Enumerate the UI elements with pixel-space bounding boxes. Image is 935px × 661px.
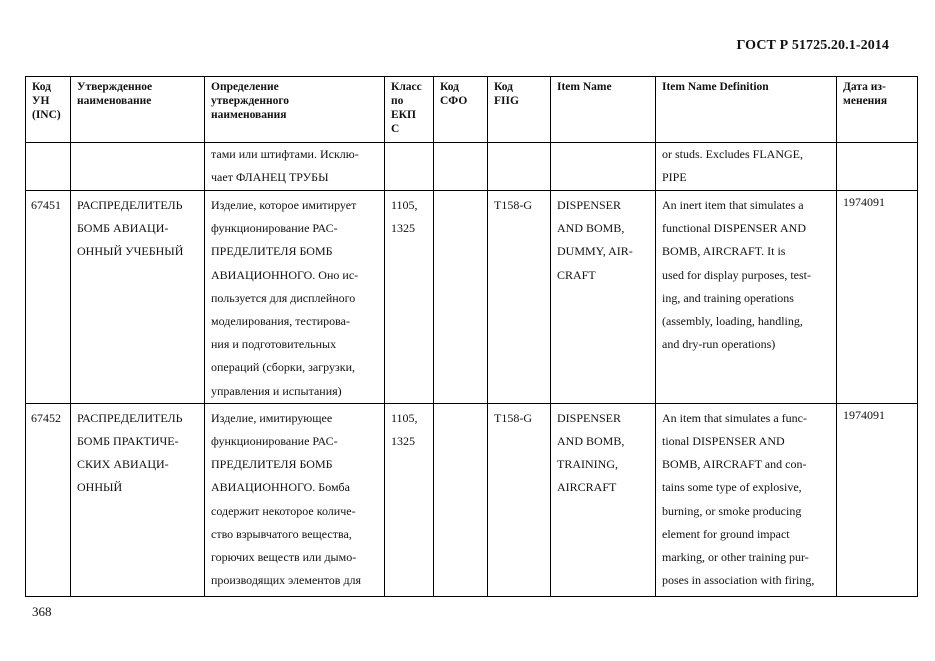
- cell-line: АВИАЦИОННОГО. Оно ис-: [211, 267, 359, 282]
- table-row: [26, 403, 918, 596]
- cell-line: СКИХ АВИАЦИ-: [77, 457, 169, 472]
- cell-line: tional DISPENSER AND: [662, 434, 785, 449]
- cell-approved-name: [71, 143, 205, 191]
- col-header-inc: [26, 77, 71, 143]
- cell-line: and dry-run operations): [662, 337, 776, 352]
- cell-line: моделирования, тестирова-: [211, 314, 350, 329]
- cell-line: 1325: [391, 221, 415, 236]
- col-header-sfo-code: [434, 77, 488, 143]
- cell-line: функционирование РАС-: [211, 221, 338, 236]
- header-line: по: [391, 95, 404, 107]
- cell-line: T158-G: [494, 410, 532, 425]
- cell-line: CRAFT: [557, 267, 596, 282]
- cell-item-name: [551, 143, 656, 191]
- cell-sfo-code: [434, 191, 488, 404]
- cell-item-name: [551, 403, 656, 596]
- cell-line: горючих веществ или дымо-: [211, 550, 357, 565]
- cell-sfo-code: [434, 143, 488, 191]
- cell-fiig-code: [488, 191, 551, 404]
- header-line: Определение: [211, 81, 279, 93]
- header-line: (INC): [32, 109, 61, 121]
- header-line: ЕКП: [391, 109, 416, 121]
- header-line: УН: [32, 95, 50, 107]
- cell-line: element for ground impact: [662, 526, 790, 541]
- cell-line: управления и испытания): [211, 383, 342, 398]
- header-line: Класс: [391, 81, 422, 93]
- cell-line: РАСПРЕДЕЛИТЕЛЬ: [77, 198, 183, 212]
- cell-line: операций (сборки, загрузки,: [211, 360, 355, 375]
- header-line: Item Name Definition: [662, 81, 769, 93]
- cell-line: AND BOMB,: [557, 221, 625, 236]
- cell-line: содержит некоторое количе-: [211, 503, 356, 518]
- header-line: Дата из-: [843, 81, 886, 93]
- cell-line: ство взрывчатого вещества,: [211, 526, 352, 541]
- header-line: СФО: [440, 95, 468, 107]
- cell-line: БОМБ АВИАЦИ-: [77, 221, 169, 236]
- cell-line: marking, or other training pur-: [662, 550, 809, 565]
- cell-class: [385, 143, 434, 191]
- cell-line: burning, or smoke producing: [662, 503, 802, 518]
- cell-change-date: [837, 191, 918, 404]
- cell-line: PIPE: [662, 170, 687, 185]
- cell-line: TRAINING,: [557, 457, 618, 472]
- cell-line: 1325: [391, 434, 415, 449]
- col-header-approved-name: [71, 77, 205, 143]
- cell-line: АВИАЦИОННОГО. Бомба: [211, 480, 350, 495]
- catalog-table: [25, 76, 918, 597]
- cell-line: Изделие, которое имитирует: [211, 198, 357, 212]
- cell-line: Изделие, имитирующее: [211, 410, 333, 425]
- cell-line: used for display purposes, test-: [662, 267, 811, 282]
- cell-class: [385, 191, 434, 404]
- cell-line: An item that simulates a func-: [662, 410, 807, 425]
- page-number: 368: [32, 604, 52, 619]
- header-line: менения: [843, 95, 888, 107]
- table-row: [26, 191, 918, 404]
- cell-line: DUMMY, AIR-: [557, 244, 633, 259]
- cell-approved-name: [71, 191, 205, 404]
- cell-fiig-code: [488, 143, 551, 191]
- cell-line: 1974091: [843, 195, 885, 209]
- header-line: Код: [440, 81, 460, 93]
- cell-line: РАСПРЕДЕЛИТЕЛЬ: [77, 410, 183, 425]
- cell-line: BOMB, AIRCRAFT. It is: [662, 244, 786, 259]
- cell-line: AIRCRAFT: [557, 480, 617, 495]
- cell-line: ОННЫЙ УЧЕБНЫЙ: [77, 244, 184, 259]
- cell-line: тами или штифтами. Исклю-: [211, 147, 359, 161]
- cell-line: пользуется для дисплейного: [211, 290, 356, 305]
- standard-designation: ГОСТ Р 51725.20.1-2014: [736, 38, 889, 53]
- cell-line: tains some type of explosive,: [662, 480, 802, 495]
- cell-line: An inert item that simulates a: [662, 198, 804, 212]
- cell-line: 67452: [31, 410, 61, 425]
- cell-item-name-definition: [656, 191, 837, 404]
- cell-item-name: [551, 191, 656, 404]
- cell-change-date: [837, 403, 918, 596]
- cell-line: производящих элементов для: [211, 573, 362, 588]
- cell-change-date: [837, 143, 918, 191]
- cell-line: чает ФЛАНЕЦ ТРУБЫ: [211, 170, 329, 185]
- header-line: FIIG: [494, 95, 519, 107]
- cell-inc: [26, 403, 71, 596]
- header-line: Код: [32, 81, 52, 93]
- cell-line: T158-G: [494, 198, 532, 212]
- cell-line: (assembly, loading, handling,: [662, 314, 803, 329]
- cell-line: БОМБ ПРАКТИЧЕ-: [77, 434, 179, 449]
- cell-inc: [26, 143, 71, 191]
- cell-class: [385, 403, 434, 596]
- table-row: [26, 143, 918, 191]
- cell-line: 67451: [31, 198, 61, 212]
- col-header-class: [385, 77, 434, 143]
- cell-line: AND BOMB,: [557, 434, 625, 449]
- cell-line: BOMB, AIRCRAFT and con-: [662, 457, 807, 472]
- cell-line: poses in association with firing,: [662, 573, 815, 588]
- cell-line: ing, and training operations: [662, 290, 794, 305]
- header-line: Утвержденное: [77, 81, 153, 93]
- header-line: С: [391, 123, 400, 135]
- cell-line: DISPENSER: [557, 198, 622, 212]
- table-header-row: [26, 77, 918, 143]
- header-line: наименования: [211, 109, 287, 121]
- cell-line: 1974091: [843, 407, 885, 422]
- col-header-change-date: [837, 77, 918, 143]
- cell-line: DISPENSER: [557, 410, 622, 425]
- cell-item-name-definition: [656, 143, 837, 191]
- cell-line: 1105,: [391, 410, 418, 425]
- cell-inc: [26, 191, 71, 404]
- cell-sfo-code: [434, 403, 488, 596]
- cell-fiig-code: [488, 403, 551, 596]
- cell-name-definition: [205, 191, 385, 404]
- cell-line: ния и подготовительных: [211, 337, 337, 352]
- cell-line: функционирование РАС-: [211, 434, 338, 449]
- cell-item-name-definition: [656, 403, 837, 596]
- col-header-item-name-definition: [656, 77, 837, 143]
- header-line: утвержденного: [211, 95, 290, 107]
- col-header-item-name: [551, 77, 656, 143]
- header-line: Код: [494, 81, 514, 93]
- cell-line: ПРЕДЕЛИТЕЛЯ БОМБ: [211, 244, 333, 259]
- header-line: наименование: [77, 95, 152, 107]
- col-header-fiig-code: [488, 77, 551, 143]
- col-header-name-definition: [205, 77, 385, 143]
- cell-line: 1105,: [391, 198, 418, 212]
- cell-line: functional DISPENSER AND: [662, 221, 806, 236]
- header-line: Item Name: [557, 81, 612, 93]
- cell-approved-name: [71, 403, 205, 596]
- cell-line: ОННЫЙ: [77, 480, 123, 495]
- cell-line: or studs. Excludes FLANGE,: [662, 147, 803, 161]
- cell-name-definition: [205, 403, 385, 596]
- cell-line: ПРЕДЕЛИТЕЛЯ БОМБ: [211, 457, 333, 472]
- cell-name-definition: [205, 143, 385, 191]
